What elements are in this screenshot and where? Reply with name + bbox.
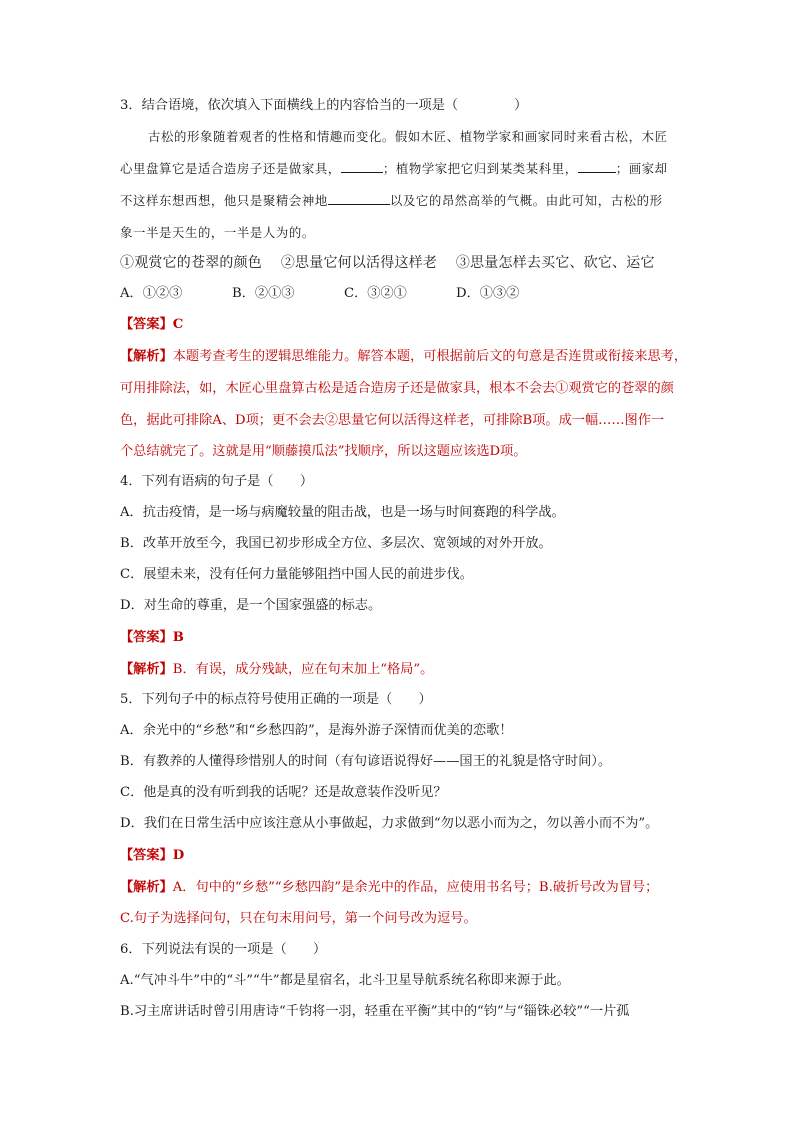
q6-option-a: A.“气冲斗牛”中的“斗”“牛”都是星宿名，北斗卫星导航系统名称即来源于此。 bbox=[120, 973, 570, 988]
q5-stem: 5．下列句子中的标点符号使用正确的一项是（ ） bbox=[120, 692, 432, 707]
q3-option-items: ①观赏它的苍翠的颜色 ②思量它何以活得这样老 ③思量怎样去买它、砍它、运它 bbox=[120, 255, 655, 271]
q5-option-b: B．有教养的人懂得珍惜别人的时间（有句谚语说得好——国王的礼貌是恪守时间）。 bbox=[120, 754, 612, 769]
q3-answer: 【答案】C bbox=[120, 317, 184, 332]
q4-option-d: D．对生命的尊重，是一个国家强盛的标志。 bbox=[120, 598, 382, 613]
q3-passage-line-4: 象一半是天生的，一半是人为的。 bbox=[120, 225, 315, 240]
q6-option-b: B.习主席讲话时曾引用唐诗“千钧将一羽，轻重在平衡”其中的“钧”与“锱铢必较”“一片孤 bbox=[120, 1004, 630, 1019]
q3-choice-c: C．③②① bbox=[344, 286, 407, 301]
q5-answer: 【答案】D bbox=[120, 848, 185, 863]
q4-option-a: A．抗击疫情，是一场与病魔较量的阻击战，也是一场与时间赛跑的科学战。 bbox=[120, 505, 565, 520]
q6-stem: 6．下列说法有误的一项是（ ） bbox=[120, 942, 327, 957]
q3-analysis-line-2: 可用排除法，如，木匠心里盘算古松是适合造房子还是做家具，根本不会去①观赏它的苍翠的颜 bbox=[120, 381, 674, 396]
q4-stem: 4．下列有语病的句子是（ ） bbox=[120, 474, 314, 489]
q3-passage-line-2: 心里盘算它是适合造房子还是做家具， ；植物学家把它归到某类某科里， ；画家却 bbox=[120, 161, 668, 176]
q4-option-b: B．改革开放至今，我国已初步形成全方位、多层次、宽领域的对外开放。 bbox=[120, 536, 552, 551]
q3-stem: 3．结合语境，依次填入下面横线上的内容恰当的一项是（ ） bbox=[120, 98, 528, 113]
q4-analysis: 【解析】B．有误，成分残缺，应在句末加上“格局”。 bbox=[120, 662, 434, 677]
q3-choice-d: D．①③② bbox=[456, 286, 520, 301]
blank-3 bbox=[328, 191, 390, 205]
q5-option-a: A．余光中的“乡愁”和“乡愁四韵”，是海外游子深情而优美的恋歌！ bbox=[120, 723, 513, 738]
blank-1 bbox=[341, 159, 383, 173]
blank-2 bbox=[578, 159, 616, 173]
q5-analysis-line-1: 【解析】A．句中的“乡愁”“乡愁四韵”是余光中的作品，应使用书名号；B.破折号改为冒号； bbox=[120, 880, 659, 895]
q3-choice-a: A．①②③ bbox=[120, 286, 183, 301]
q3-passage-line-1: 古松的形象随着观者的性格和情趣而变化。假如木匠、植物学家和画家同时来看古松，木匠 bbox=[148, 129, 668, 144]
q3-passage-line-3: 不这样东想西想，他只是聚精会神地 以及它的昂然高举的气概。由此可知，古松的形 bbox=[120, 193, 663, 208]
q3-analysis-line-1: 【解析】本题考查考生的逻辑思维能力。解答本题，可根据前后文的句意是否连贯或衔接来思考， bbox=[120, 349, 688, 364]
q5-option-c: C．他是真的没有听到我的话呢？还是故意装作没听见？ bbox=[120, 785, 447, 800]
q5-option-d: D．我们在日常生活中应该注意从小事做起，力求做到“勿以恶小而为之，勿以善小而不为”。 bbox=[120, 816, 659, 831]
q4-option-c: C．展望未来，没有任何力量能够阻挡中国人民的前进步伐。 bbox=[120, 567, 473, 582]
q3-analysis-line-3: 色，据此可排除A、D项；更不会去②思量它何以活得这样老，可排除B项。成一幅……图作一 bbox=[120, 413, 665, 428]
q5-analysis-line-2: C.句子为选择问句，只在句末用问号，第一个问号改为逗号。 bbox=[120, 911, 477, 926]
q3-analysis-line-4: 个总结就完了。这就是用“顺藤摸瓜法”找顺序，所以这题应该选D项。 bbox=[120, 444, 527, 459]
q3-choice-b: B．②①③ bbox=[232, 286, 295, 301]
q4-answer: 【答案】B bbox=[120, 630, 184, 645]
